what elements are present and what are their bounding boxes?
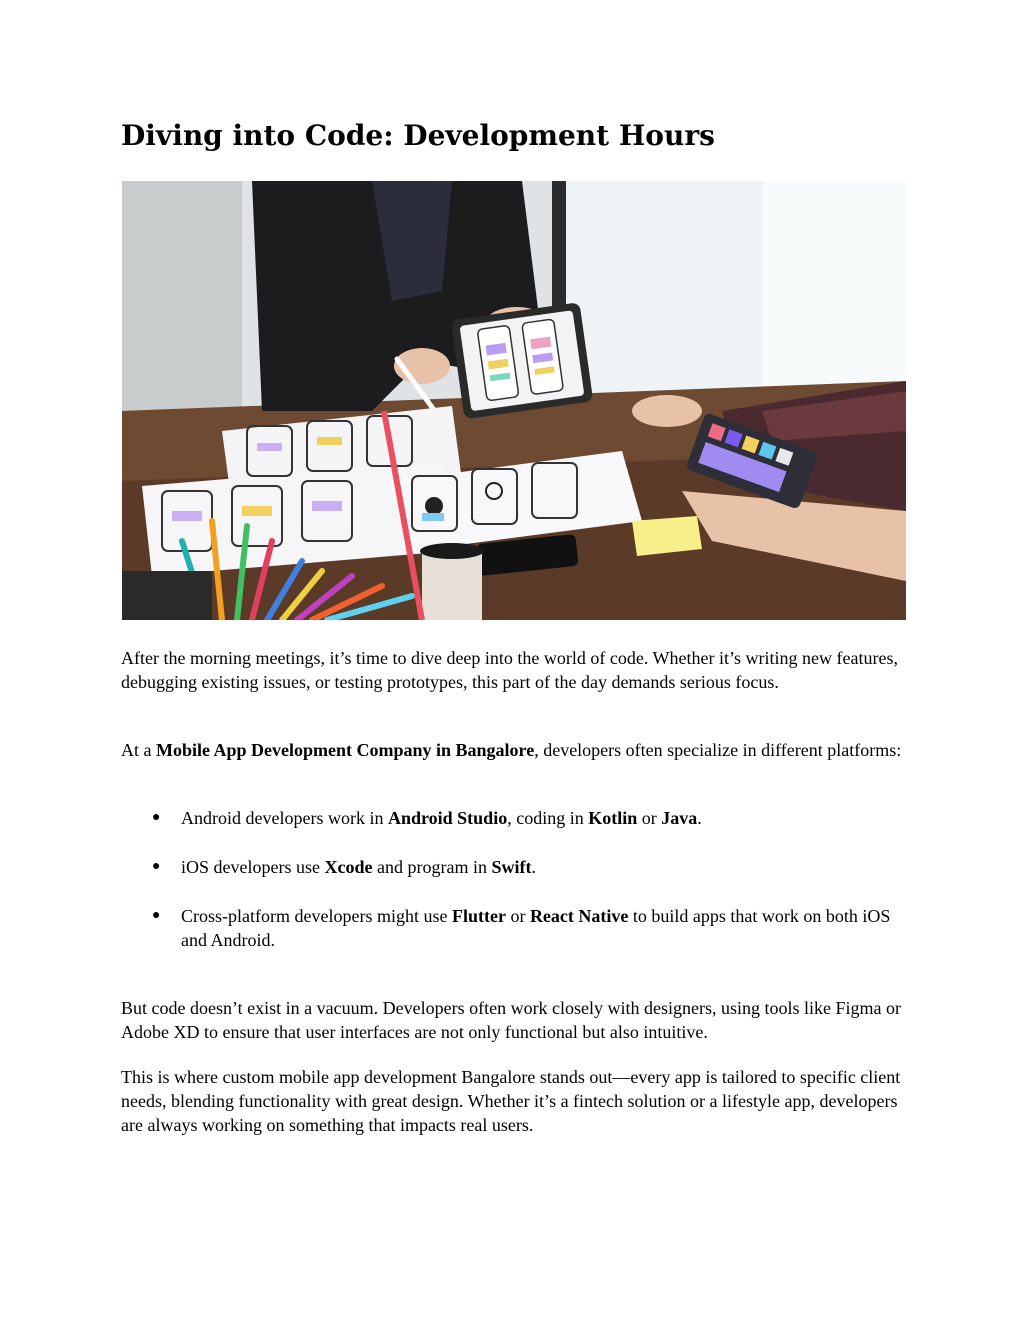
list-text: . — [531, 857, 536, 877]
list-bold: Android Studio — [387, 808, 508, 828]
list-text: iOS developers use — [181, 857, 325, 877]
paragraph-design-tools: But code doesn’t exist in a vacuum. Developers often work closely with designers, using tools like Figma or Adobe XD to ensure that user interfaces are not only functional but also intuitive. — [121, 998, 902, 1042]
bullet-icon: ● — [152, 859, 161, 874]
paragraph-platforms-text-end: , developers often specialize in different platforms: — [534, 740, 902, 760]
list-text: to build apps that work on both iOS and Android. — [181, 906, 891, 950]
list-item-android — [121, 806, 906, 830]
list-item-cross-platform — [121, 904, 906, 952]
list-bold: React Native — [529, 906, 629, 926]
list-item-ios — [121, 855, 906, 879]
page-title: Diving into Code: Development Hours — [121, 119, 715, 152]
paragraph-custom-development: This is where custom mobile app development Bangalore stands out—every app is tailored to specific client needs, blending functionality with great design. Whether it’s a fintech solution or a lifestyle app, developers are always working on something that impacts real users. — [121, 1067, 901, 1135]
list-text: or — [637, 808, 662, 828]
bullet-icon: ● — [152, 810, 161, 825]
platform-list — [121, 806, 906, 977]
paragraph-platforms-text: At a — [121, 740, 156, 760]
list-text: , coding in — [507, 808, 589, 828]
paragraph-intro: After the morning meetings, it’s time to dive deep into the world of code. Whether it’s writing new features, debugging existing issues, or testing prototypes, this part of the day demands serious focus. — [121, 648, 898, 692]
list-bold: Swift — [491, 857, 532, 877]
list-text: Android developers work in — [181, 808, 388, 828]
list-text: Cross-platform developers might use — [181, 906, 452, 926]
company-name-bold: Mobile App Development Company in Bangalore — [156, 740, 535, 760]
list-bold: Xcode — [324, 857, 373, 877]
team-desk-photo — [122, 181, 906, 620]
bullet-icon: ● — [152, 908, 161, 923]
list-bold: Kotlin — [588, 808, 638, 828]
list-text: or — [505, 906, 530, 926]
paragraph-platforms — [121, 738, 906, 762]
list-text: . — [697, 808, 702, 828]
list-bold: Java — [661, 808, 698, 828]
list-text: and program in — [372, 857, 492, 877]
list-bold: Flutter — [451, 906, 506, 926]
